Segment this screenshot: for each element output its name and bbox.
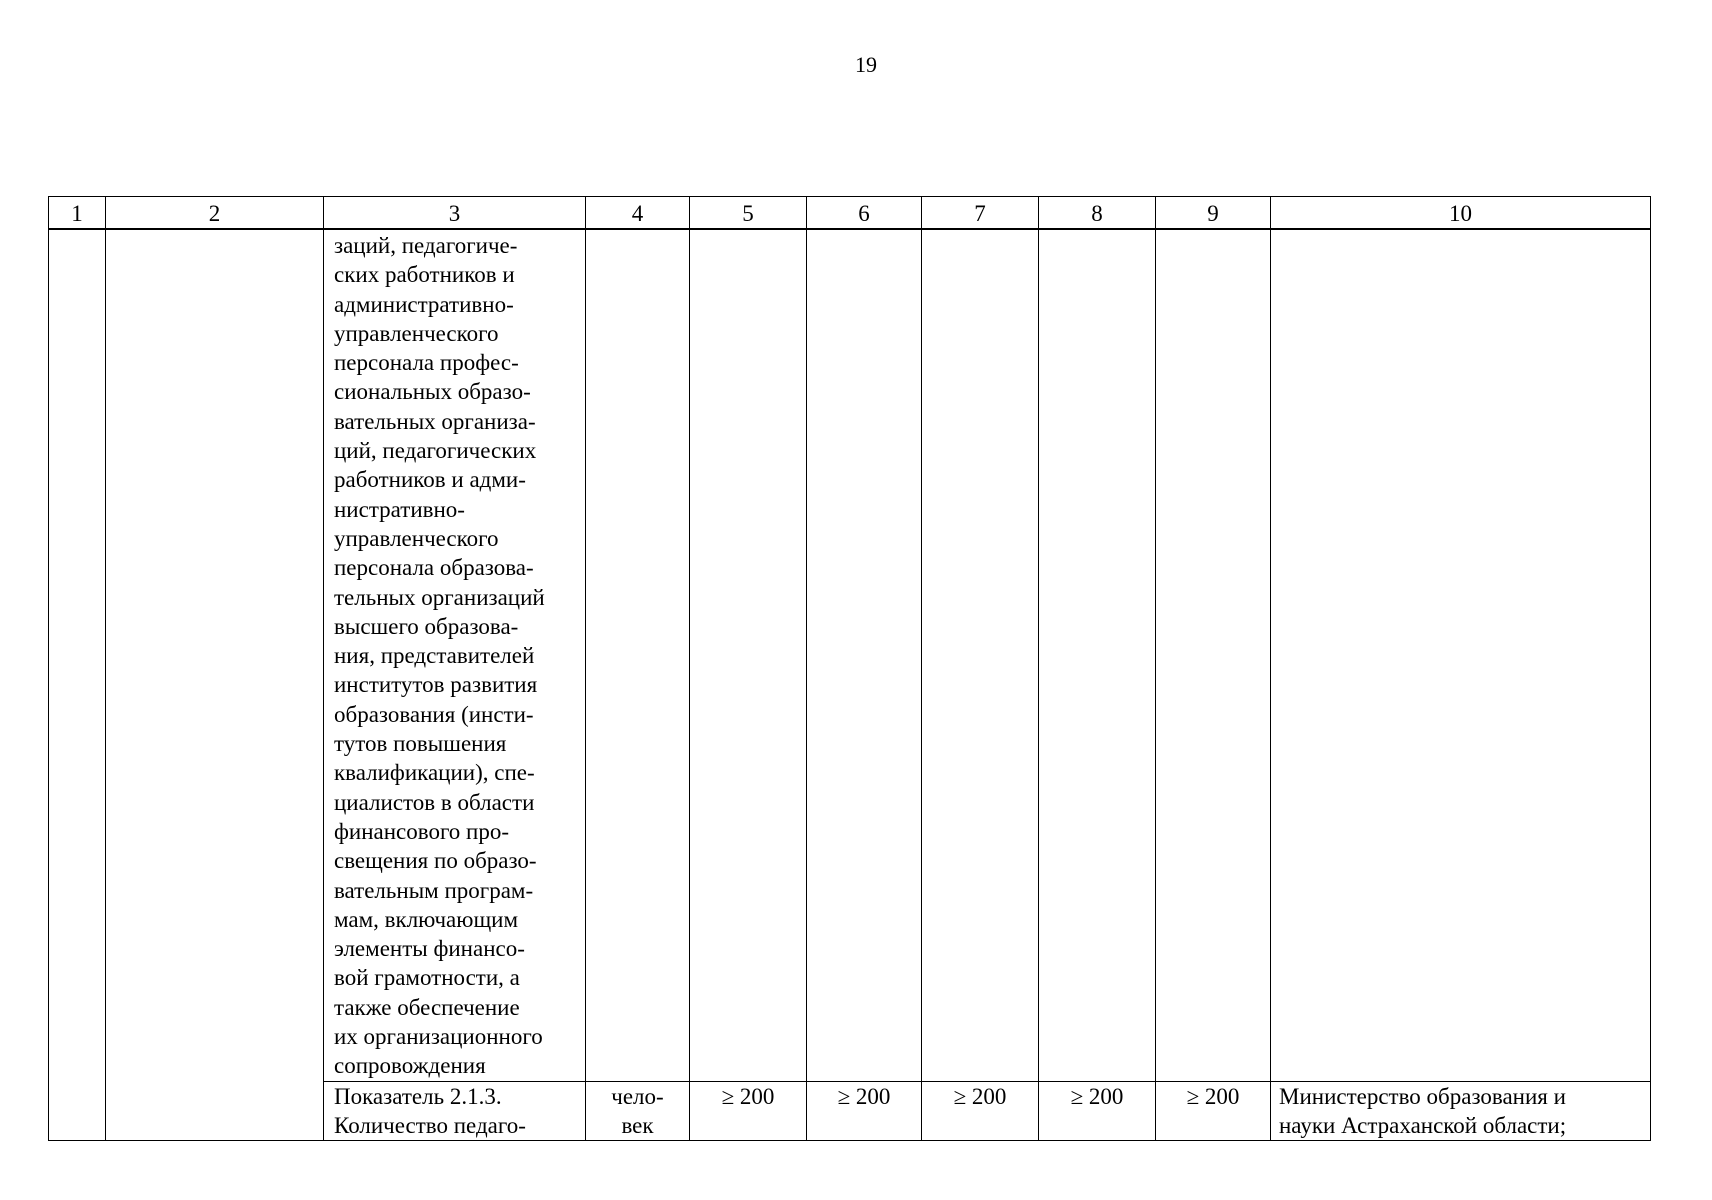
description-line: заций, педагогиче-: [334, 233, 518, 258]
unit-line: чело-: [611, 1083, 664, 1109]
page-number: 19: [855, 52, 877, 77]
description-line: квалификации), спе-: [334, 760, 535, 786]
responsible-line: науки Астраханской области;: [1279, 1112, 1567, 1138]
description-line: ций, педагогических: [334, 438, 537, 464]
description-line: циалистов в области: [334, 789, 535, 815]
cell-col-5: [690, 229, 807, 1081]
description-line: сопровождения: [334, 1053, 486, 1079]
cell-col-2: [106, 229, 324, 1140]
indicator-title: Показатель 2.1.3.: [334, 1083, 502, 1109]
description-line: вательных организа-: [334, 408, 536, 434]
description-line: их организационного: [334, 1024, 543, 1050]
cell-col-4: [586, 229, 690, 1081]
header-col-5: 5: [690, 197, 807, 230]
description-line: персонала образова-: [334, 555, 534, 581]
cell-value-col-5: ≥ 200: [690, 1081, 807, 1140]
description-line: административно-: [334, 291, 514, 317]
indicator-table: [48, 196, 1651, 1141]
indicator-text: Количество педаго-: [334, 1112, 526, 1138]
cell-unit: [586, 1081, 690, 1140]
cell-value-col-8: ≥ 200: [1039, 1081, 1156, 1140]
description-line: свещения по образо-: [334, 848, 537, 874]
cell-col-6: [807, 229, 922, 1081]
description-line: вой грамотности, а: [334, 965, 520, 991]
header-col-3: 3: [324, 197, 586, 230]
description-line: ских работников и: [334, 262, 515, 288]
cell-col-8: [1039, 229, 1156, 1081]
description-line: также обеспечение: [334, 994, 520, 1020]
description-line: ния, представителей: [334, 643, 535, 669]
cell-col-10: [1271, 229, 1651, 1081]
header-col-7: 7: [922, 197, 1039, 230]
unit-line: век: [621, 1112, 654, 1138]
description-line: персонала профес-: [334, 350, 519, 376]
description-line: элементы финансо-: [334, 936, 525, 962]
cell-responsible: [1271, 1081, 1651, 1140]
cell-col-1: [49, 229, 106, 1140]
description-line: работников и адми-: [334, 467, 526, 493]
header-col-9: 9: [1156, 197, 1271, 230]
header-col-8: 8: [1039, 197, 1156, 230]
header-col-2: 2: [106, 197, 324, 230]
description-line: образования (инсти-: [334, 701, 534, 727]
description-line: управленческого: [334, 525, 499, 551]
header-col-4: 4: [586, 197, 690, 230]
description-line: управленческого: [334, 320, 499, 346]
cell-value-col-7: ≥ 200: [922, 1081, 1039, 1140]
header-col-6: 6: [807, 197, 922, 230]
cell-col-3-description: [324, 229, 586, 1081]
cell-value-col-9: ≥ 200: [1156, 1081, 1271, 1140]
description-line: институтов развития: [334, 672, 538, 698]
description-line: тельных организаций: [334, 584, 545, 610]
header-col-1: 1: [49, 197, 106, 230]
description-line: тутов повышения: [334, 731, 507, 757]
cell-value-col-6: ≥ 200: [807, 1081, 922, 1140]
table-row-continuation: [49, 229, 1651, 1081]
cell-col-7: [922, 229, 1039, 1081]
cell-indicator-name: [324, 1081, 586, 1140]
description-line: финансового про-: [334, 818, 510, 844]
description-line: мам, включающим: [334, 906, 519, 932]
description-line: сиональных образо-: [334, 379, 531, 405]
responsible-line: Министерство образования и: [1279, 1083, 1566, 1109]
description-line: вательным програм-: [334, 877, 534, 903]
description-line: высшего образова-: [334, 613, 519, 639]
description-line: нистративно-: [334, 496, 465, 522]
header-col-10: 10: [1271, 197, 1651, 230]
header-row: [49, 197, 1651, 230]
cell-col-9: [1156, 229, 1271, 1081]
